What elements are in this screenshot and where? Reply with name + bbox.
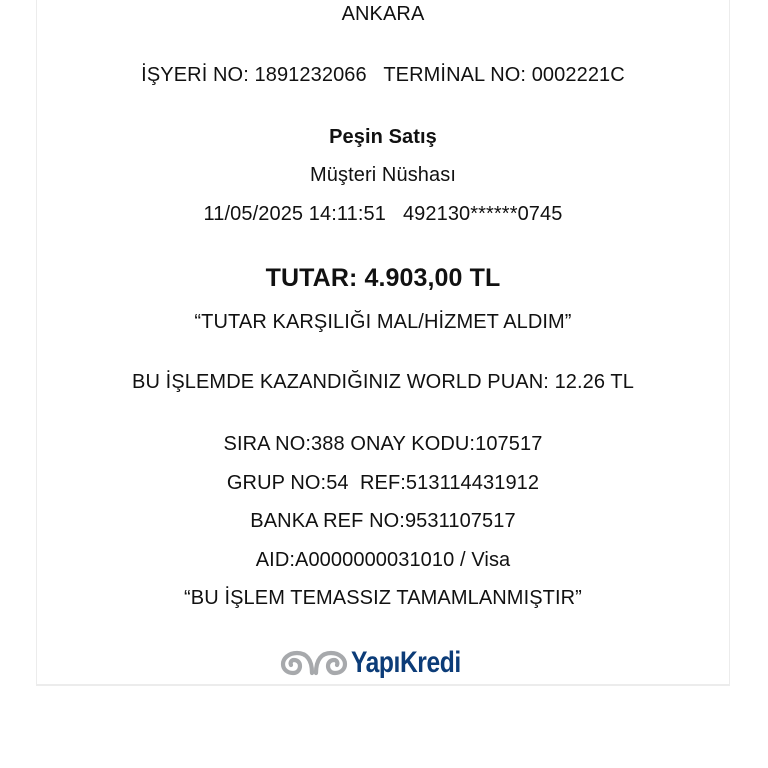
aid: AID:A0000000031010 / Visa <box>255 549 511 571</box>
transaction-type: Peşin Satış <box>329 126 437 148</box>
logo-text: YapıKredi <box>351 646 461 679</box>
group-ref: GRUP NO:54 REF:513114431912 <box>226 472 540 494</box>
receipt-card <box>36 0 730 686</box>
world-points: BU İŞLEMDE KAZANDIĞINIZ WORLD PUAN: 12.26 TL <box>132 371 634 393</box>
contactless-note: “BU İŞLEM TEMASSIZ TAMAMLANMIŞTIR” <box>184 587 582 609</box>
datetime-card-number: 11/05/2025 14:11:51 492130******0745 <box>203 203 563 225</box>
city: ANKARA <box>341 3 425 25</box>
bank-ref: BANKA REF NO:9531107517 <box>250 510 516 532</box>
amount: TUTAR: 4.903,00 TL <box>265 264 501 292</box>
copy-type: Müşteri Nüshası <box>310 164 456 186</box>
merchant-terminal-line: İŞYERİ NO: 1891232066 TERMİNAL NO: 0002221C <box>141 64 625 86</box>
sequence-approval: SIRA NO:388 ONAY KODU:107517 <box>223 433 543 455</box>
acknowledgement: “TUTAR KARŞILIĞI MAL/HİZMET ALDIM” <box>194 311 572 333</box>
yapikredi-logo <box>280 646 485 679</box>
ram-horn-icon <box>280 649 348 677</box>
